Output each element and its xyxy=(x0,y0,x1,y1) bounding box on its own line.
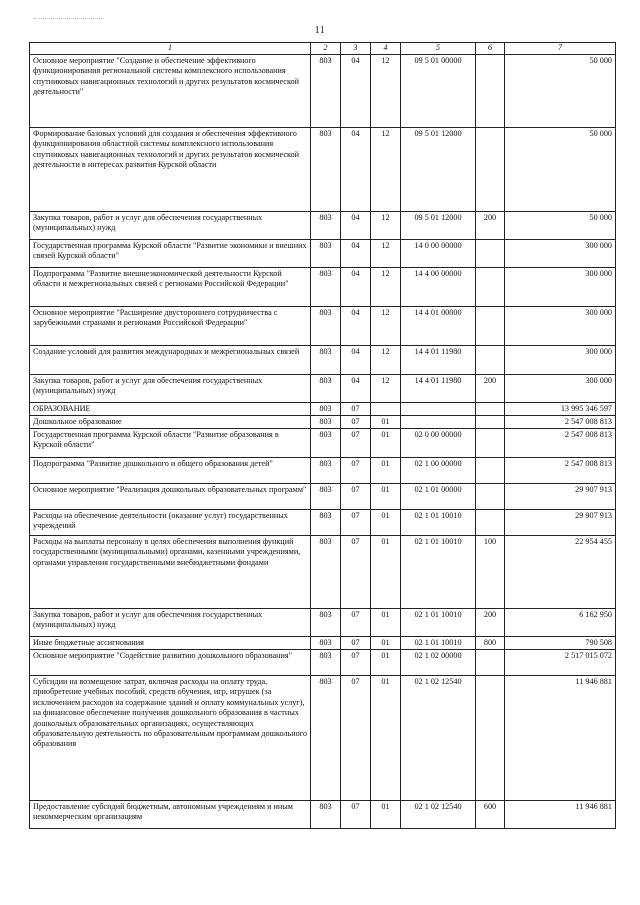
row-subsection-cell: 12 xyxy=(371,346,401,375)
table-row xyxy=(30,536,616,609)
row-amount-cell: 11 946 881 xyxy=(505,801,616,829)
header-cell: 3 xyxy=(341,43,371,55)
row-amount-cell: 2 547 008 813 xyxy=(505,458,616,484)
row-grbs-cell: 803 xyxy=(311,268,341,307)
row-amount-cell: 300 000 xyxy=(505,375,616,403)
row-subsection-cell: 01 xyxy=(371,650,401,676)
row-name-cell: ОБРАЗОВАНИЕ xyxy=(30,403,311,416)
table-row xyxy=(30,403,616,416)
row-name-cell: Формирование базовых условий для создания и обеспечения эффективного функционирования областной системы комплексного использования спутниковых навигационных технологий и других результатов космической деятельности в интересах развития Курской области xyxy=(30,128,311,212)
row-section-cell: 07 xyxy=(341,676,371,801)
row-subsection-cell xyxy=(371,403,401,416)
table-row xyxy=(30,650,616,676)
row-expense-type-cell xyxy=(476,240,505,268)
row-subsection-cell: 12 xyxy=(371,375,401,403)
table-row xyxy=(30,484,616,510)
row-amount-cell: 6 162 950 xyxy=(505,609,616,637)
row-section-cell: 07 xyxy=(341,801,371,829)
table-row xyxy=(30,240,616,268)
row-name-cell: Создание условий для развития международных и межрегиональных связей xyxy=(30,346,311,375)
table-row xyxy=(30,801,616,829)
row-subsection-cell: 12 xyxy=(371,268,401,307)
row-target-article-cell: 14 4 00 00000 xyxy=(401,268,476,307)
row-expense-type-cell xyxy=(476,128,505,212)
table-row xyxy=(30,375,616,403)
row-grbs-cell: 803 xyxy=(311,416,341,429)
row-target-article-cell: 02 1 01 10010 xyxy=(401,637,476,650)
table-row xyxy=(30,637,616,650)
row-subsection-cell: 01 xyxy=(371,801,401,829)
row-amount-cell: 2 547 008 813 xyxy=(505,416,616,429)
row-grbs-cell: 803 xyxy=(311,536,341,609)
header-cell: 1 xyxy=(30,43,311,55)
header-cell: 2 xyxy=(311,43,341,55)
row-target-article-cell: 02 1 01 10010 xyxy=(401,536,476,609)
row-subsection-cell: 01 xyxy=(371,484,401,510)
header-cell: 7 xyxy=(505,43,616,55)
row-grbs-cell: 803 xyxy=(311,801,341,829)
row-amount-cell: 50 000 xyxy=(505,55,616,128)
row-name-cell: Основное мероприятие "Реализация дошкольных образовательных программ" xyxy=(30,484,311,510)
row-subsection-cell: 12 xyxy=(371,240,401,268)
table-row xyxy=(30,609,616,637)
row-amount-cell: 29 907 913 xyxy=(505,510,616,536)
row-grbs-cell: 803 xyxy=(311,510,341,536)
row-name-cell: Подпрограмма "Развитие внешнеэкономической деятельности Курской области и межрегиональных связей с регионами Российской Федерации" xyxy=(30,268,311,307)
row-amount-cell: 300 000 xyxy=(505,268,616,307)
row-section-cell: 04 xyxy=(341,240,371,268)
row-name-cell: Государственная программа Курской области "Развитие образования в Курской области" xyxy=(30,429,311,458)
row-expense-type-cell: 800 xyxy=(476,637,505,650)
row-expense-type-cell xyxy=(476,346,505,375)
row-section-cell: 07 xyxy=(341,650,371,676)
row-expense-type-cell: 200 xyxy=(476,212,505,240)
header-cell: 4 xyxy=(371,43,401,55)
row-expense-type-cell xyxy=(476,458,505,484)
budget-table xyxy=(29,42,616,829)
row-target-article-cell xyxy=(401,416,476,429)
row-amount-cell: 300 000 xyxy=(505,240,616,268)
row-amount-cell: 11 946 881 xyxy=(505,676,616,801)
row-amount-cell: 13 995 346 597 xyxy=(505,403,616,416)
row-grbs-cell: 803 xyxy=(311,346,341,375)
table-row xyxy=(30,307,616,346)
row-name-cell: Основное мероприятие "Содействие развитию дошкольного образования" xyxy=(30,650,311,676)
row-target-article-cell: 02 1 01 00000 xyxy=(401,484,476,510)
row-subsection-cell: 01 xyxy=(371,458,401,484)
table-row xyxy=(30,458,616,484)
row-grbs-cell: 803 xyxy=(311,484,341,510)
row-target-article-cell: 09 5 01 12000 xyxy=(401,212,476,240)
row-amount-cell: 2 517 015 072 xyxy=(505,650,616,676)
row-target-article-cell: 02 1 02 12540 xyxy=(401,676,476,801)
row-section-cell: 04 xyxy=(341,375,371,403)
row-section-cell: 04 xyxy=(341,307,371,346)
row-amount-cell: 2 547 008 813 xyxy=(505,429,616,458)
row-target-article-cell: 02 1 01 10010 xyxy=(401,609,476,637)
row-section-cell: 07 xyxy=(341,458,371,484)
row-target-article-cell: 02 1 01 10010 xyxy=(401,510,476,536)
table-header-row xyxy=(30,43,616,55)
row-section-cell: 07 xyxy=(341,637,371,650)
row-amount-cell: 50 000 xyxy=(505,212,616,240)
row-expense-type-cell xyxy=(476,484,505,510)
row-subsection-cell: 01 xyxy=(371,416,401,429)
row-section-cell: 04 xyxy=(341,268,371,307)
row-section-cell: 04 xyxy=(341,346,371,375)
row-target-article-cell: 14 4 01 11980 xyxy=(401,375,476,403)
row-amount-cell: 29 907 913 xyxy=(505,484,616,510)
row-expense-type-cell xyxy=(476,676,505,801)
row-target-article-cell: 02 0 00 00000 xyxy=(401,429,476,458)
row-grbs-cell: 803 xyxy=(311,240,341,268)
row-expense-type-cell xyxy=(476,403,505,416)
table-row xyxy=(30,510,616,536)
table-row xyxy=(30,128,616,212)
row-grbs-cell: 803 xyxy=(311,458,341,484)
table-row xyxy=(30,416,616,429)
table-row xyxy=(30,212,616,240)
row-expense-type-cell xyxy=(476,307,505,346)
row-name-cell: Закупка товаров, работ и услуг для обеспечения государственных (муниципальных) нужд xyxy=(30,375,311,403)
row-section-cell: 04 xyxy=(341,55,371,128)
row-grbs-cell: 803 xyxy=(311,676,341,801)
row-subsection-cell: 01 xyxy=(371,536,401,609)
row-target-article-cell: 02 1 02 00000 xyxy=(401,650,476,676)
row-name-cell: Закупка товаров, работ и услуг для обеспечения государственных (муниципальных) нужд xyxy=(30,609,311,637)
row-subsection-cell: 01 xyxy=(371,676,401,801)
row-subsection-cell: 01 xyxy=(371,609,401,637)
header-cell: 6 xyxy=(476,43,505,55)
row-section-cell: 07 xyxy=(341,536,371,609)
row-section-cell: 07 xyxy=(341,429,371,458)
row-subsection-cell: 01 xyxy=(371,637,401,650)
row-subsection-cell: 01 xyxy=(371,429,401,458)
row-expense-type-cell: 100 xyxy=(476,536,505,609)
table-row xyxy=(30,429,616,458)
row-amount-cell: 790 508 xyxy=(505,637,616,650)
row-target-article-cell: 14 4 01 11980 xyxy=(401,346,476,375)
row-grbs-cell: 803 xyxy=(311,212,341,240)
table-row xyxy=(30,676,616,801)
row-name-cell: Основное мероприятие "Расширение двустороннего сотрудничества с зарубежными странами и регионами Российской Федерации" xyxy=(30,307,311,346)
row-section-cell: 07 xyxy=(341,510,371,536)
row-target-article-cell: 09 5 01 12000 xyxy=(401,128,476,212)
row-expense-type-cell xyxy=(476,268,505,307)
row-expense-type-cell xyxy=(476,416,505,429)
row-grbs-cell: 803 xyxy=(311,650,341,676)
row-expense-type-cell xyxy=(476,55,505,128)
table-row xyxy=(30,55,616,128)
row-subsection-cell: 12 xyxy=(371,212,401,240)
row-grbs-cell: 803 xyxy=(311,429,341,458)
row-section-cell: 07 xyxy=(341,416,371,429)
row-section-cell: 07 xyxy=(341,609,371,637)
row-grbs-cell: 803 xyxy=(311,609,341,637)
row-name-cell: Расходы на обеспечение деятельности (оказание услуг) государственных учреждений xyxy=(30,510,311,536)
row-name-cell: Подпрограмма "Развитие дошкольного и общего образования детей" xyxy=(30,458,311,484)
row-subsection-cell: 12 xyxy=(371,55,401,128)
row-target-article-cell: 14 0 00 00000 xyxy=(401,240,476,268)
row-name-cell: Расходы на выплаты персоналу в целях обеспечения выполнения функций государственными (муниципальными) органами, казенными учреждениями, органами управления государственными внебюджетными фондами xyxy=(30,536,311,609)
row-name-cell: Дошкольное образование xyxy=(30,416,311,429)
row-section-cell: 07 xyxy=(341,403,371,416)
row-name-cell: Иные бюджетные ассигнования xyxy=(30,637,311,650)
row-section-cell: 04 xyxy=(341,128,371,212)
row-grbs-cell: 803 xyxy=(311,403,341,416)
row-amount-cell: 300 000 xyxy=(505,346,616,375)
row-grbs-cell: 803 xyxy=(311,637,341,650)
table-row xyxy=(30,346,616,375)
row-target-article-cell: 14 4 01 00000 xyxy=(401,307,476,346)
row-expense-type-cell xyxy=(476,650,505,676)
row-subsection-cell: 12 xyxy=(371,128,401,212)
row-expense-type-cell: 600 xyxy=(476,801,505,829)
row-grbs-cell: 803 xyxy=(311,128,341,212)
row-name-cell: Основное мероприятие "Создание и обеспечение эффективного функционирования региональной системы комплексного использования спутниковых навигационных технологий и других результатов космической деятельности" xyxy=(30,55,311,128)
row-section-cell: 04 xyxy=(341,212,371,240)
row-amount-cell: 22 954 455 xyxy=(505,536,616,609)
row-target-article-cell: 02 1 02 12540 xyxy=(401,801,476,829)
row-grbs-cell: 803 xyxy=(311,55,341,128)
row-subsection-cell: 01 xyxy=(371,510,401,536)
row-expense-type-cell xyxy=(476,429,505,458)
row-amount-cell: 50 000 xyxy=(505,128,616,212)
row-grbs-cell: 803 xyxy=(311,307,341,346)
table-row xyxy=(30,268,616,307)
row-amount-cell: 300 000 xyxy=(505,307,616,346)
row-target-article-cell xyxy=(401,403,476,416)
scan-artifact xyxy=(34,18,104,21)
row-name-cell: Закупка товаров, работ и услуг для обеспечения государственных (муниципальных) нужд xyxy=(30,212,311,240)
row-name-cell: Субсидии на возмещение затрат, включая расходы на оплату труда, приобретение учебных пособий, средств обучения, игр, игрушек (за исключением расходов на содержание зданий и оплату коммунальных услуг), на финансовое обеспечение получения дошкольного образования в частных дошкольных образовательных организациях, осуществляющих образовательную деятельность по образовательным программам дошкольного образования xyxy=(30,676,311,801)
row-section-cell: 07 xyxy=(341,484,371,510)
row-expense-type-cell: 200 xyxy=(476,609,505,637)
row-expense-type-cell xyxy=(476,510,505,536)
row-target-article-cell: 09 5 01 00000 xyxy=(401,55,476,128)
row-subsection-cell: 12 xyxy=(371,307,401,346)
page-number: 11 xyxy=(314,25,326,36)
row-name-cell: Предоставление субсидий бюджетным, автономным учреждениям и иным некоммерческим организациям xyxy=(30,801,311,829)
row-expense-type-cell: 200 xyxy=(476,375,505,403)
row-name-cell: Государственная программа Курской области "Развитие экономики и внешних связей Курской области" xyxy=(30,240,311,268)
header-cell: 5 xyxy=(401,43,476,55)
row-grbs-cell: 803 xyxy=(311,375,341,403)
row-target-article-cell: 02 1 00 00000 xyxy=(401,458,476,484)
